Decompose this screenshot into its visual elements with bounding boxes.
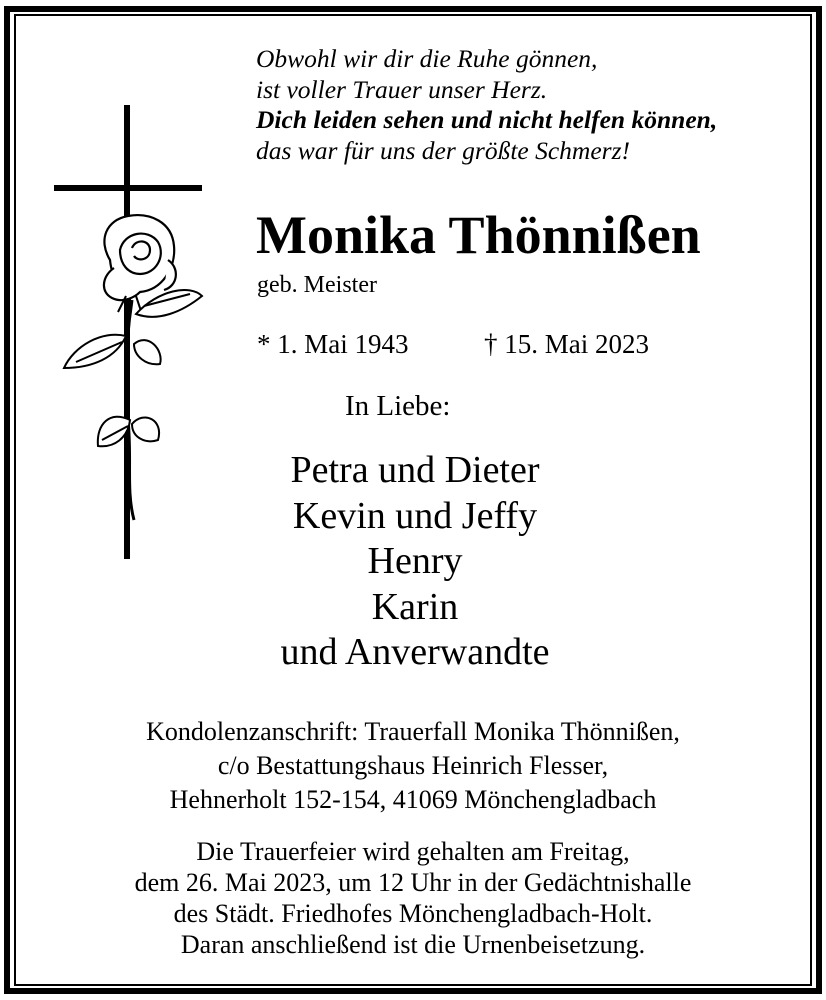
poem [256, 44, 717, 166]
mourner-name: Kevin und Jeffy [292, 494, 538, 537]
mourner-name: Karin [371, 585, 459, 628]
service-line: Daran anschließend ist die Urnenbeisetzung. [180, 930, 646, 959]
condolence-address [40, 715, 786, 817]
poem-line: Obwohl wir dir die Ruhe gönnen, [256, 44, 598, 73]
service-line: dem 26. Mai 2023, um 12 Uhr in der Gedächtnishalle [134, 868, 692, 897]
poem-line: ist voller Trauer unser Herz. [256, 74, 548, 104]
deceased-name: Monika Thönnißen [256, 205, 701, 265]
mourner-name: und Anverwandte [280, 631, 550, 673]
poem-line: das war für uns der größte Schmerz! [256, 135, 630, 165]
mourners-label: In Liebe: [345, 390, 451, 422]
poem-line: Dich leiden sehen und nicht helfen können, [256, 105, 718, 134]
mourner-name: Petra und Dieter [290, 449, 540, 491]
mourner-name: Henry [367, 540, 463, 582]
maiden-name: geb. Meister [257, 272, 377, 298]
service-info [40, 836, 786, 960]
mourners-list [200, 448, 630, 676]
address-line: c/o Bestattungshaus Heinrich Flesser, [217, 751, 609, 780]
service-line: Die Trauerfeier wird gehalten am Freitag, [196, 837, 630, 866]
death-date: † 15. Mai 2023 [484, 329, 649, 359]
address-line: Kondolenzanschrift: Trauerfall Monika Thönnißen, [146, 717, 680, 746]
address-line: Hehnerholt 152-154, 41069 Mönchengladbach [169, 785, 657, 814]
service-line: des Städt. Friedhofes Mönchengladbach-Holt. [173, 899, 653, 928]
birth-date: * 1. Mai 1943 [257, 329, 409, 359]
